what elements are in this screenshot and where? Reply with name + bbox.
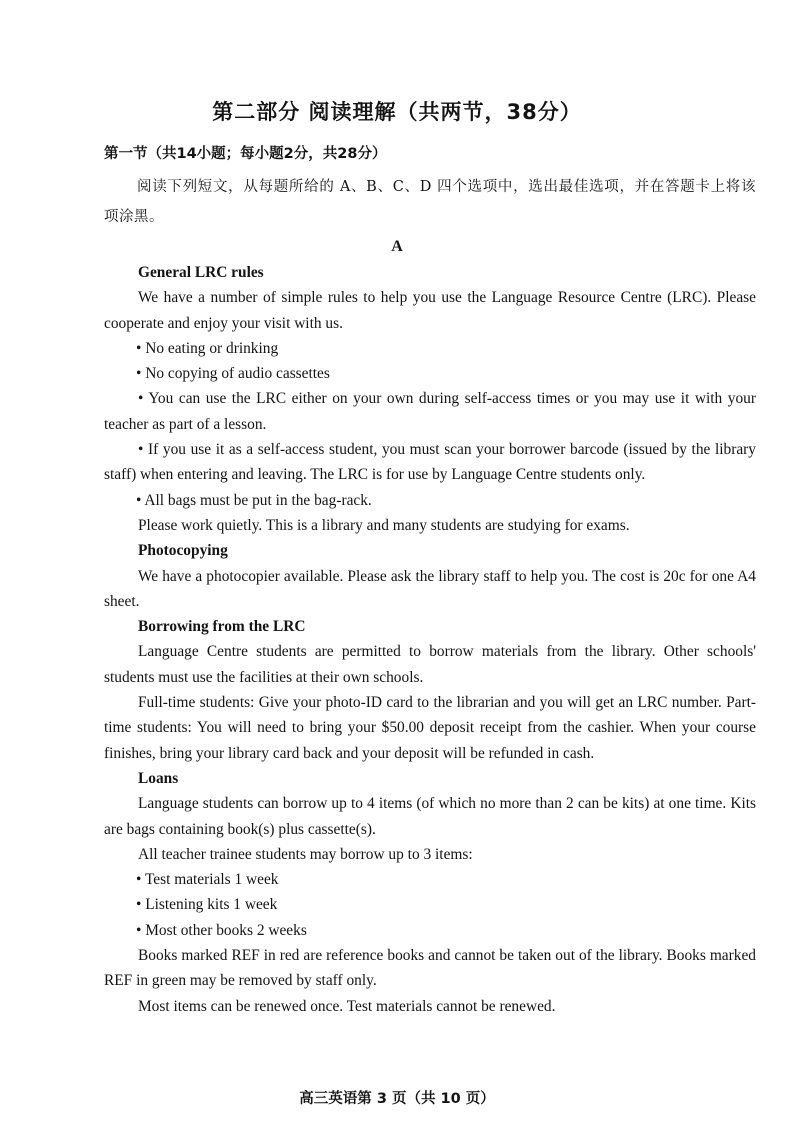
part-title: 第二部分 阅读理解（共两节，38分） [212,100,582,124]
passage-body [104,260,756,1019]
heading-photocopying: Photocopying [138,542,228,560]
instructions: 阅读下列短文，从每题所给的 A、B、C、D 四个选项中，选出最佳选项，并在答题卡上将该项涂黑。 [104,179,756,225]
rule-item: • No eating or drinking [136,339,279,357]
loans-p2: All teacher trainee students may borrow up to 3 items: [138,845,473,863]
heading-borrowing: Borrowing from the LRC [138,618,306,636]
general-closing: Please work quietly. This is a library and many students are studying for exams. [138,516,630,534]
rule-item: • If you use it as a self-access student, you must scan your borrower barcode (issued by the library staff) when entering and leaving. The LRC is for use by Language Centre students only. [104,441,756,484]
loan-item: • Test materials 1 week [136,871,279,889]
general-intro: We have a number of simple rules to help you use the Language Resource Centre (LRC). Please cooperate and enjoy your visit with us. [104,289,756,332]
borrowing-p1: Language Centre students are permitted to borrow materials from the library. Other schools' students must use the facilities at their own schools. [104,643,756,686]
loans-p1: Language students can borrow up to 4 items (of which no more than 2 can be kits) at one time. Kits are bags containing book(s) plus cassette(s). [104,795,756,838]
rule-item: • All bags must be put in the bag-rack. [136,491,372,509]
loan-item: • Most other books 2 weeks [136,921,307,939]
borrowing-p2: Full-time students: Give your photo-ID card to the librarian and you will get an LRC number. Part-time students: You will need to bring your $50.00 deposit receipt from the cashier. When your course finishes, bring your library card back and your deposit will be refunded in cash. [104,694,756,762]
section-title: 第一节（共14小题；每小题2分，共28分） [104,146,387,162]
passage-letter: A [391,238,403,255]
rule-item: • No copying of audio cassettes [136,365,330,383]
page-footer: 高三英语第 3 页（共 10 页） [299,1091,495,1107]
rule-item: • You can use the LRC either on your own during self-access times or you may use it with your teacher as part of a lesson. [104,390,756,433]
loans-p3: Books marked REF in red are reference books and cannot be taken out of the library. Books marked REF in green may be removed by staff only. [104,947,756,990]
photocopying-text: We have a photocopier available. Please ask the library staff to help you. The cost is 20c for one A4 sheet. [104,567,756,610]
heading-general-rules: General LRC rules [138,264,264,281]
heading-loans: Loans [138,769,179,787]
loan-item: • Listening kits 1 week [136,896,278,914]
loans-p4: Most items can be renewed once. Test materials cannot be renewed. [138,997,556,1015]
